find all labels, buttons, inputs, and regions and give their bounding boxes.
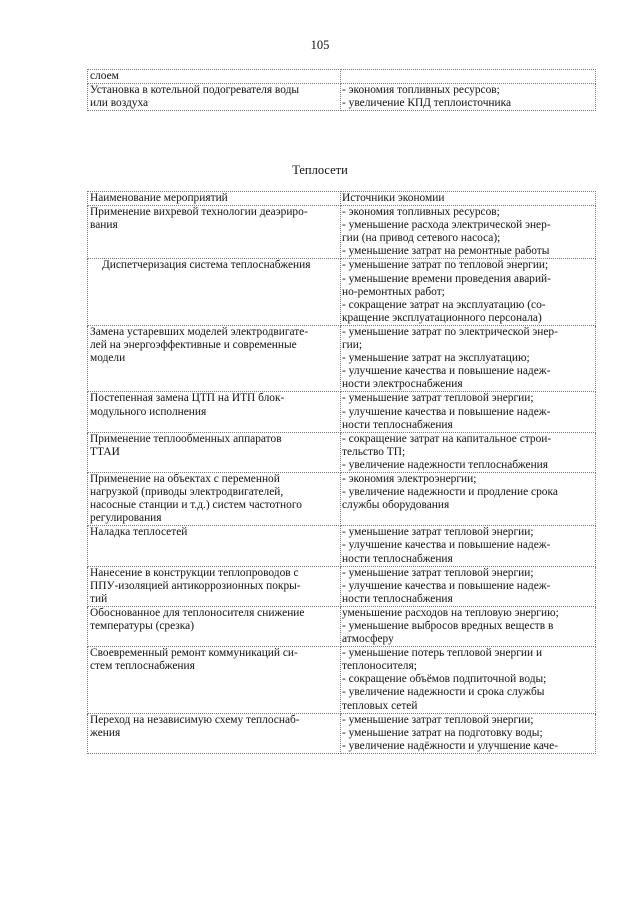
savings-text: тельство ТП; <box>342 445 406 458</box>
measure-cell <box>88 392 341 432</box>
savings-text: гии; <box>342 339 363 352</box>
savings-text: - уменьшение затрат тепловой энергии; <box>342 566 534 579</box>
measure-text: слоем <box>90 70 119 82</box>
savings-text: гии (на привод сетевого насоса); <box>342 232 501 245</box>
savings-text: уменьшение расходов на тепловую энергию; <box>342 606 559 619</box>
savings-cell <box>341 526 596 566</box>
table-row <box>88 566 596 606</box>
savings-cell <box>341 392 596 432</box>
continuation-table <box>87 69 596 111</box>
table-row <box>88 647 596 713</box>
savings-text: - уменьшение времени проведения аварий- <box>342 272 551 285</box>
savings-text: - уменьшение затрат по электрической энер- <box>342 325 558 338</box>
measure-text: регулирования <box>90 512 162 525</box>
measure-text: Переход на независимую схему теплоснаб- <box>90 713 300 726</box>
savings-cell <box>341 566 596 606</box>
measure-cell <box>88 566 341 606</box>
measure-cell <box>88 606 341 646</box>
savings-text: - уменьшение затрат тепловой энергии; <box>342 392 534 405</box>
measure-cell <box>88 647 341 713</box>
measure-cell <box>88 472 341 525</box>
savings-text: - увеличение надежности и срока службы <box>342 686 545 699</box>
measure-cell <box>88 84 341 111</box>
savings-text: - уменьшение затрат на ремонтные работы <box>342 245 550 258</box>
measure-cell <box>88 432 341 472</box>
savings-text: ности теплоснабжения <box>342 552 453 565</box>
table-header-row <box>88 192 596 206</box>
continuation-table-body <box>88 70 596 111</box>
measure-text: Диспетчеризация система теплоснабжения <box>102 259 311 272</box>
table-row <box>88 713 596 753</box>
savings-text: - улучшение качества и повышение надеж- <box>342 365 551 378</box>
savings-text: - улучшение качества и повышение надеж- <box>342 579 551 592</box>
savings-text: атмосферу <box>342 633 394 646</box>
measure-text: Обоснованное для теплоносителя снижение <box>90 606 305 619</box>
savings-text: - уменьшение выбросов вредных веществ в <box>342 620 554 632</box>
measure-text: температуры (срезка) <box>90 620 195 632</box>
measure-text: модели <box>90 352 126 365</box>
measure-text: вания <box>90 219 118 232</box>
savings-text: - экономия топливных ресурсов; <box>342 84 500 97</box>
savings-text: ности теплоснабжения <box>342 418 453 431</box>
savings-text: - уменьшение потерь тепловой энергии и <box>342 647 543 660</box>
savings-text: - уменьшение затрат тепловой энергии; <box>342 713 534 726</box>
table-row <box>88 259 596 325</box>
savings-text: - сокращение объёмов подпиточной воды; <box>342 673 547 686</box>
savings-cell <box>341 606 596 646</box>
measure-text: модульного исполнения <box>90 405 207 418</box>
measure-cell <box>88 206 341 259</box>
measure-text: Своевременный ремонт коммуникаций си- <box>90 647 298 660</box>
savings-text: но-ремонтных работ; <box>342 285 445 298</box>
measures-table <box>87 191 596 754</box>
savings-cell <box>341 70 596 84</box>
measure-cell <box>88 70 341 84</box>
savings-text: службы оборудования <box>342 499 450 512</box>
savings-text: - сокращение затрат на капитальное строи- <box>342 432 552 445</box>
header-savings-sources <box>341 192 596 206</box>
savings-text: кращение эксплуатационного персонала) <box>342 311 542 324</box>
section-title: Теплосети <box>292 163 348 177</box>
page-number: 105 <box>310 38 330 52</box>
measures-table-body <box>88 206 596 754</box>
measure-cell <box>88 259 341 325</box>
savings-text: - увеличение надежности и продление срока <box>342 486 558 499</box>
measure-text: или воздуха <box>90 97 149 110</box>
savings-cell <box>341 472 596 525</box>
measure-text: ТТАИ <box>90 445 120 458</box>
measure-text: тий <box>90 592 108 605</box>
measure-cell <box>88 325 341 391</box>
measure-text: Наладка теплосетей <box>90 526 188 539</box>
savings-text: - увеличение надёжности и улучшение каче- <box>342 739 558 752</box>
measure-text: Замена устаревших моделей электродвигате- <box>90 325 309 338</box>
savings-text: - сокращение затрат на эксплуатацию (со- <box>342 298 546 311</box>
measure-text: нагрузкой (приводы электродвигателей, <box>90 486 284 499</box>
header-measures-label: Наименование мероприятий <box>90 192 228 204</box>
measure-text: Установка в котельной подогревателя воды <box>90 84 300 97</box>
table-row <box>88 325 596 391</box>
savings-cell <box>341 325 596 391</box>
savings-text: - улучшение качества и повышение надеж- <box>342 539 551 552</box>
savings-text: тепловых сетей <box>342 699 418 712</box>
savings-text: - увеличение надежности теплоснабжения <box>342 458 549 471</box>
measure-text: стем теплоснабжения <box>90 660 195 673</box>
savings-text: - экономия топливных ресурсов; <box>342 206 500 219</box>
table-row <box>88 84 596 111</box>
savings-cell <box>341 713 596 753</box>
measure-text: Постепенная замена ЦТП на ИТП блок- <box>90 392 285 405</box>
measure-text: лей на энергоэффективные и современные <box>90 339 297 352</box>
savings-text: ности электроснабжения <box>342 378 463 391</box>
table-row <box>88 432 596 472</box>
savings-cell <box>341 647 596 713</box>
measure-text: ППУ-изоляцией антикоррозионных покры- <box>90 579 301 592</box>
savings-text: - увеличение КПД теплоисточника <box>342 97 512 110</box>
measure-cell <box>88 526 341 566</box>
savings-text: - уменьшение затрат тепловой энергии; <box>342 526 534 539</box>
savings-text: ности теплоснабжения <box>342 592 453 605</box>
table-row <box>88 526 596 566</box>
measure-text: Применение вихревой технологии деаэриро- <box>90 206 308 219</box>
savings-text: теплоносителя; <box>342 660 417 673</box>
measure-text: Нанесение в конструкции теплопроводов с <box>90 566 299 579</box>
measure-text: Применение на объектах с переменной <box>90 472 280 485</box>
table-row <box>88 472 596 525</box>
savings-cell <box>341 259 596 325</box>
savings-text: - уменьшение расхода электрической энер- <box>342 219 551 232</box>
table-row <box>88 70 596 84</box>
savings-cell <box>341 84 596 111</box>
savings-cell <box>341 206 596 259</box>
table-row <box>88 606 596 646</box>
measure-text: Применение теплообменных аппаратов <box>90 432 282 445</box>
savings-text: - экономия электроэнергии; <box>342 472 477 485</box>
savings-text: - уменьшение затрат по тепловой энергии; <box>342 259 549 272</box>
savings-cell <box>341 432 596 472</box>
measure-text: жения <box>90 726 121 739</box>
table-row <box>88 392 596 432</box>
table-row <box>88 206 596 259</box>
savings-text: - уменьшение затрат на подготовку воды; <box>342 726 543 739</box>
header-measures <box>88 192 341 206</box>
measure-text: насосные станции и т.д.) систем частотного <box>90 499 302 512</box>
measure-cell <box>88 713 341 753</box>
savings-text: - уменьшение затрат на эксплуатацию; <box>342 352 530 365</box>
savings-text: - улучшение качества и повышение надеж- <box>342 405 551 418</box>
header-savings-sources-label: Источники экономии <box>342 192 445 204</box>
